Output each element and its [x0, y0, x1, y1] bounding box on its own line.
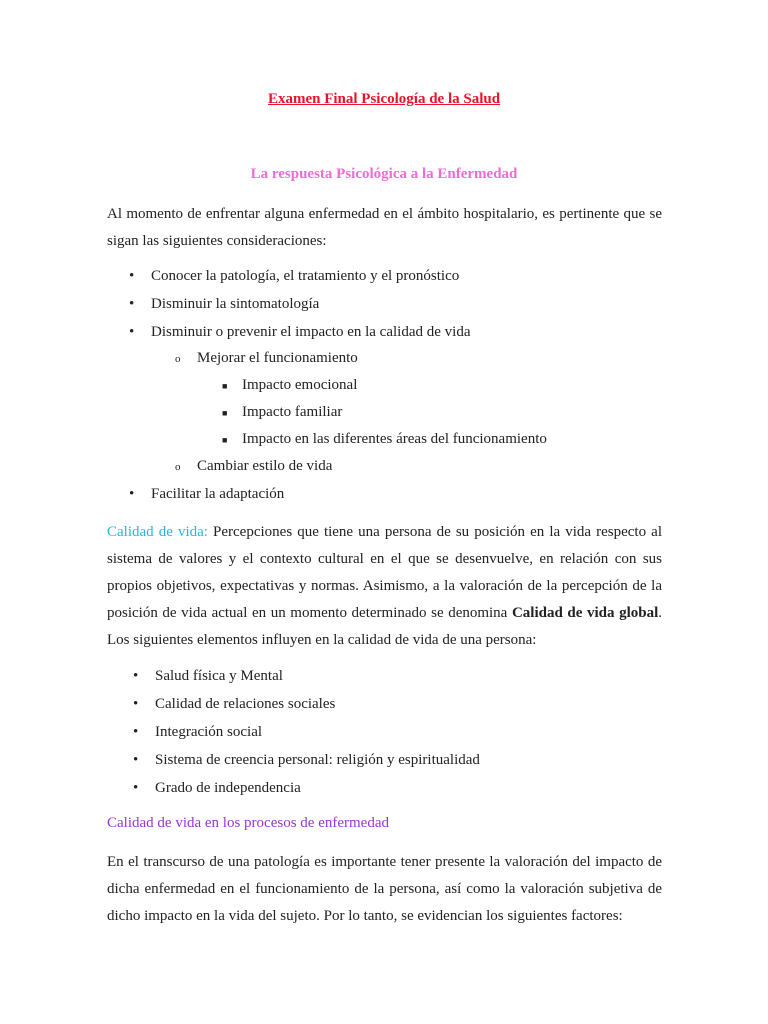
- list-item: [222, 431, 547, 448]
- bullet-icon: •: [129, 324, 135, 340]
- bullet-icon: •: [133, 780, 139, 796]
- list-item-text: Grado de independencia: [155, 780, 301, 796]
- list-item-text: Impacto en las diferentes áreas del funcionamiento: [242, 431, 547, 447]
- bullet-icon: •: [133, 724, 139, 740]
- square-bullet-icon: ■: [222, 435, 228, 445]
- quality-of-life-paragraph: [107, 519, 662, 654]
- square-bullet-icon: ■: [222, 408, 228, 418]
- list-item: [133, 724, 263, 741]
- list-item: [129, 486, 285, 503]
- bullet-icon: •: [133, 668, 139, 684]
- bullet-icon: •: [133, 696, 139, 712]
- section-title: La respuesta Psicológica a la Enfermedad: [250, 166, 518, 182]
- list-item: [133, 752, 480, 769]
- list-item-text: Cambiar estilo de vida: [197, 458, 333, 474]
- list-item-text: Sistema de creencia personal: religión y espiritualidad: [155, 752, 480, 768]
- list-item: [175, 458, 333, 475]
- list-item: [133, 668, 283, 685]
- list-item: [133, 696, 336, 713]
- list-item-text: Conocer la patología, el tratamiento y el pronóstico: [151, 268, 460, 284]
- bullet-icon: •: [133, 752, 139, 768]
- list-item: [222, 404, 343, 421]
- quality-of-life-text-b: . Los siguientes elementos influyen en la calidad de vida de una persona:: [107, 605, 662, 648]
- quality-of-life-label: Calidad de vida:: [107, 524, 208, 540]
- list-item: [133, 780, 301, 797]
- list-item: [222, 377, 358, 394]
- list-item-text: Mejorar el funcionamiento: [197, 350, 358, 366]
- list-item-text: Facilitar la adaptación: [151, 486, 285, 502]
- list-item-text: Calidad de relaciones sociales: [155, 696, 336, 712]
- section-heading: Calidad de vida en los procesos de enfermedad: [107, 815, 389, 831]
- list-item-text: Disminuir la sintomatología: [151, 296, 320, 312]
- disease-process-paragraph: En el transcurso de una patología es importante tener presente la valoración del impacto de dicha enfermedad en el funcionamiento de la persona, así como la valoración subjetiva de dicho impacto en la vida del sujeto. Por lo tanto, se evidencian los siguientes factores:: [107, 854, 662, 924]
- list-item-text: Salud física y Mental: [155, 668, 283, 684]
- bullet-icon: •: [129, 486, 135, 502]
- list-item: [129, 296, 320, 313]
- square-bullet-icon: ■: [222, 381, 228, 391]
- list-item-text: Integración social: [155, 724, 263, 740]
- list-item-text: Impacto familiar: [242, 404, 343, 420]
- list-item-text: Impacto emocional: [242, 377, 358, 393]
- circle-bullet-icon: o: [175, 461, 181, 473]
- list-item: [175, 350, 358, 367]
- list-item: [129, 324, 471, 341]
- intro-paragraph: Al momento de enfrentar alguna enfermedad en el ámbito hospitalario, es pertinente que se sigan las siguientes consideraciones:: [107, 206, 662, 249]
- quality-of-life-text-a: Percepciones que tiene una persona de su posición en la vida respecto al sistema de valores y el contexto cultural en el que se desenvuelve, en relación con sus propios objetivos, expectativas y normas. Asimismo, a la valoración de la percepción de la posición de vida actual en un momento determinado se denomina: [107, 524, 662, 621]
- document-title: Examen Final Psicología de la Salud: [267, 91, 501, 107]
- list-item-text: Disminuir o prevenir el impacto en la calidad de vida: [151, 324, 471, 340]
- bullet-icon: •: [129, 268, 135, 284]
- quality-of-life-global: Calidad de vida global: [511, 605, 659, 621]
- list-item: [129, 268, 460, 285]
- circle-bullet-icon: o: [175, 353, 181, 365]
- bullet-icon: •: [129, 296, 135, 312]
